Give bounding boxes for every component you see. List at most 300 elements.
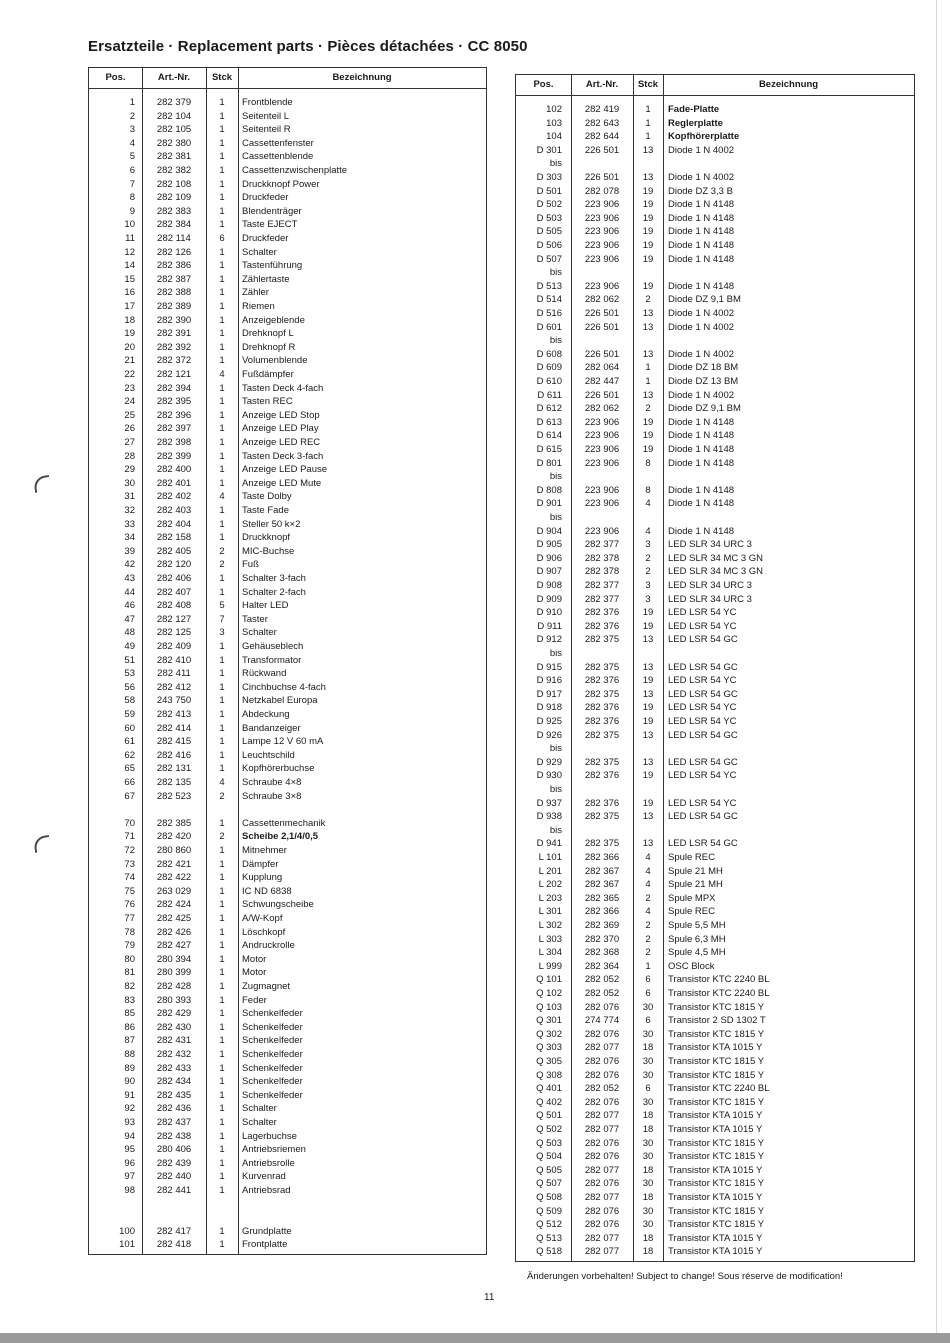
table-row	[516, 742, 914, 756]
cell-desc: Transistor KTC 1815 Y	[668, 1096, 765, 1108]
cell-art: 282 367	[584, 879, 620, 891]
table-row	[516, 1137, 914, 1151]
cell-art: 282 076	[584, 1137, 620, 1149]
table-row	[89, 735, 486, 749]
header-art: Art.-Nr.	[585, 79, 619, 90]
table-row	[89, 939, 486, 953]
cell-art: 282 076	[584, 1001, 620, 1013]
cell-pos: 91	[124, 1089, 135, 1101]
cell-qty: 19	[642, 702, 654, 714]
table-row	[89, 885, 486, 899]
table-row	[516, 1177, 914, 1191]
cell-pos: 101	[119, 1239, 135, 1251]
cell-desc: Reglerplatte	[668, 117, 723, 129]
cell-pos: D 513	[536, 280, 562, 292]
table-row	[516, 157, 914, 171]
cell-art: 282 418	[156, 1239, 192, 1251]
cell-qty: 18	[642, 1110, 654, 1122]
cell-pos: 60	[124, 722, 135, 734]
cell-art: 282 367	[584, 865, 620, 877]
cell-pos: 88	[124, 1049, 135, 1060]
cell-desc: LED LSR 54 YC	[668, 716, 737, 727]
table-row	[516, 239, 914, 253]
cell-art: 282 437	[156, 1117, 192, 1128]
cell-desc: Motor	[242, 953, 267, 965]
cell-desc: Antriebsrolle	[242, 1157, 295, 1169]
cell-art: 282 414	[156, 722, 192, 734]
table-row	[89, 1225, 486, 1239]
cell-desc: Diode 1 N 4148	[668, 212, 735, 224]
cell-pos: 23	[124, 382, 135, 394]
cell-qty: 2	[645, 933, 651, 945]
cell-pos: 72	[124, 845, 135, 856]
cell-pos: D 929	[536, 756, 562, 768]
cell-art: 282 409	[156, 641, 192, 652]
cell-qty: 1	[219, 409, 225, 421]
table-row	[516, 293, 914, 307]
table-row	[516, 525, 914, 539]
cell-desc: Spule 21 MH	[668, 879, 723, 891]
table-row	[516, 633, 914, 647]
table-row	[516, 511, 914, 525]
cell-pos: 81	[124, 967, 135, 979]
cell-qty: 1	[219, 573, 225, 584]
cell-pos: 39	[124, 545, 135, 557]
cell-art: 282 370	[584, 933, 620, 945]
cell-art: 226 501	[584, 172, 620, 183]
cell-pos: 11	[125, 233, 135, 244]
cell-desc: Tastenführung	[242, 260, 303, 272]
cell-art: 282 062	[584, 403, 620, 415]
cell-qty: 1	[645, 131, 651, 143]
cell-qty: 30	[642, 1096, 654, 1108]
cell-art: 282 076	[584, 1096, 620, 1108]
cell-pos: 33	[124, 518, 135, 530]
cell-pos: 24	[124, 396, 135, 408]
cell-qty: 4	[645, 852, 651, 863]
cell-art: 282 432	[156, 1049, 192, 1060]
cell-qty: 1	[219, 1157, 225, 1169]
table-row	[516, 1191, 914, 1205]
cell-pos: 78	[124, 926, 135, 938]
cell-pos: 90	[124, 1076, 135, 1088]
cell-qty: 1	[219, 396, 225, 408]
table-row	[516, 756, 914, 770]
cell-qty: 1	[219, 681, 225, 693]
cell-art: 282 391	[156, 328, 192, 340]
cell-pos: bis	[549, 471, 562, 483]
cell-desc: Schalter	[242, 1117, 277, 1128]
cell-qty: 18	[642, 1042, 654, 1054]
cell-pos: D 611	[537, 389, 562, 401]
table-row	[516, 389, 914, 403]
cell-qty: 1	[219, 192, 225, 204]
cell-art: 282 428	[156, 981, 192, 992]
table-row	[516, 729, 914, 743]
cell-pos: Q 503	[536, 1137, 562, 1149]
cell-desc: Spule 5,5 MH	[668, 920, 726, 931]
cell-pos: D 907	[536, 566, 562, 578]
table-row	[516, 375, 914, 389]
cell-art: 282 430	[156, 1021, 192, 1033]
cell-desc: Seitenteil L	[242, 110, 290, 122]
cell-pos: 80	[124, 953, 135, 965]
cell-desc: Schalter 3-fach	[242, 573, 306, 584]
cell-pos: 104	[546, 131, 562, 143]
table-row	[89, 626, 486, 640]
table-row	[89, 1075, 486, 1089]
cell-art: 282 372	[156, 355, 192, 367]
cell-qty: 4	[645, 525, 651, 537]
table-row	[89, 694, 486, 708]
cell-qty: 19	[642, 675, 654, 687]
cell-art: 282 401	[156, 477, 192, 489]
cell-desc: Anzeige LED Mute	[242, 477, 322, 489]
cell-art: 223 906	[584, 226, 620, 238]
cell-desc: Netzkabel Europa	[242, 695, 318, 707]
cell-art: 282 076	[584, 1056, 620, 1067]
cell-pos: 56	[124, 681, 135, 693]
cell-desc: Grundplatte	[242, 1225, 292, 1237]
cell-desc: Transistor KTC 1815 Y	[668, 1178, 765, 1190]
table-row	[516, 1082, 914, 1096]
table-row	[516, 334, 914, 348]
cell-art: 282 078	[584, 185, 620, 197]
cell-desc: Feder	[242, 994, 267, 1006]
cell-pos: 21	[124, 355, 135, 367]
table-row	[89, 926, 486, 940]
table-row	[89, 994, 486, 1008]
table-row	[516, 130, 914, 144]
table-row	[516, 1164, 914, 1178]
cell-desc: Schenkelfeder	[242, 1008, 303, 1020]
table-row	[516, 715, 914, 729]
table-row	[516, 647, 914, 661]
cell-qty: 1	[219, 1225, 225, 1237]
cell-art: 282 366	[584, 852, 620, 863]
cell-pos: bis	[549, 335, 562, 347]
cell-pos: D 505	[536, 226, 562, 238]
table-row	[89, 586, 486, 600]
cell-desc: Diode 1 N 4148	[668, 280, 735, 292]
cell-desc: Steller 50 k×2	[242, 518, 301, 530]
table-row	[89, 164, 486, 178]
cell-qty: 13	[642, 729, 654, 741]
cell-art: 282 052	[584, 974, 620, 986]
cell-desc: Spule 4,5 MH	[668, 947, 726, 959]
table-row	[89, 178, 486, 192]
cell-qty: 19	[642, 185, 654, 197]
cell-pos: D 918	[536, 702, 562, 714]
table-row	[89, 898, 486, 912]
cell-qty: 1	[219, 817, 225, 829]
cell-qty: 13	[642, 144, 654, 156]
cell-qty: 1	[219, 382, 225, 394]
cell-art: 282 076	[584, 1028, 620, 1040]
cell-pos: 87	[124, 1035, 135, 1047]
cell-art: 282 077	[584, 1246, 620, 1258]
cell-pos: 66	[124, 777, 135, 788]
cell-art: 282 383	[156, 205, 192, 217]
cell-desc: Schalter	[242, 1103, 277, 1115]
header-qty: Stck	[211, 72, 233, 83]
cell-desc: Cassettenzwischenplatte	[242, 165, 348, 176]
cell-desc: Cassettenmechanik	[242, 817, 326, 829]
cell-pos: Q 402	[536, 1096, 562, 1108]
table-row	[516, 987, 914, 1001]
cell-pos: 58	[124, 695, 135, 707]
cell-desc: Diode 1 N 4148	[668, 457, 735, 469]
cell-desc: Diode 1 N 4148	[668, 484, 735, 496]
cell-art: 282 376	[584, 770, 620, 782]
cell-desc: Diode 1 N 4002	[668, 348, 735, 360]
cell-art: 282 405	[156, 545, 192, 557]
cell-art: 282 395	[156, 396, 192, 408]
punch-mark-icon	[33, 475, 51, 493]
cell-pos: D 613	[536, 416, 562, 428]
cell-qty: 1	[219, 450, 225, 462]
table-row	[89, 341, 486, 355]
cell-desc: Diode 1 N 4148	[668, 253, 735, 265]
table-row	[89, 953, 486, 967]
cell-art: 282 379	[156, 97, 192, 108]
header-desc: Bezeichnung	[758, 79, 819, 90]
table-row	[516, 538, 914, 552]
table-row	[89, 640, 486, 654]
cell-art: 282 064	[584, 362, 620, 374]
cell-art: 282 398	[156, 437, 192, 448]
table-row	[516, 552, 914, 566]
cell-qty: 1	[219, 668, 225, 680]
cell-pos: D 925	[536, 716, 562, 727]
table-row	[516, 1001, 914, 1015]
table-row	[516, 1245, 914, 1259]
cell-desc: Schraube 3×8	[242, 790, 302, 802]
cell-desc: Schenkelfeder	[242, 1089, 303, 1101]
cell-pos: 9	[129, 205, 135, 217]
cell-qty: 18	[642, 1232, 654, 1244]
cell-qty: 1	[219, 1171, 225, 1183]
cell-qty: 19	[642, 797, 654, 809]
cell-qty: 1	[219, 518, 225, 530]
cell-desc: Kopfhörerplatte	[668, 131, 740, 143]
table-row	[89, 708, 486, 722]
table-row	[89, 110, 486, 124]
cell-qty: 8	[645, 457, 651, 469]
cell-desc: Cassettenblende	[242, 151, 314, 163]
table-row	[89, 1198, 486, 1212]
cell-desc: Transistor KTC 2240 BL	[668, 974, 770, 986]
table-row	[516, 1123, 914, 1137]
table-row	[89, 613, 486, 627]
cell-qty: 1	[219, 709, 225, 720]
cell-art: 280 406	[156, 1144, 192, 1156]
header-pos: Pos.	[105, 72, 126, 83]
cell-qty: 19	[642, 253, 654, 265]
cell-art: 282 377	[584, 580, 620, 591]
cell-pos: bis	[549, 267, 562, 279]
table-row	[516, 797, 914, 811]
cell-pos: 49	[124, 641, 135, 652]
cell-art: 282 076	[584, 1219, 620, 1231]
table-row	[89, 830, 486, 844]
cell-qty: 1	[219, 110, 225, 122]
cell-desc: Diode DZ 3,3 B	[668, 185, 733, 197]
table-row	[516, 198, 914, 212]
cell-desc: Fußdämpfer	[242, 369, 294, 380]
cell-art: 282 127	[156, 613, 192, 625]
table-row	[89, 1089, 486, 1103]
cell-qty: 3	[645, 593, 651, 605]
cell-pos: 29	[124, 464, 135, 476]
table-row	[89, 1184, 486, 1198]
cell-art: 282 441	[156, 1185, 192, 1196]
cell-qty: 19	[642, 226, 654, 238]
table-row	[516, 429, 914, 443]
cell-pos: Q 401	[536, 1083, 562, 1095]
cell-desc: Diode DZ 9,1 BM	[668, 294, 741, 306]
table-row	[89, 572, 486, 586]
cell-art: 282 378	[584, 552, 620, 564]
table-row	[516, 171, 914, 185]
table-row	[516, 593, 914, 607]
table-row	[516, 878, 914, 892]
cell-pos: D 610	[536, 376, 562, 387]
cell-pos: Q 518	[536, 1246, 562, 1258]
table-row	[89, 1157, 486, 1171]
cell-art: 282 408	[156, 600, 192, 612]
table-row	[516, 321, 914, 335]
cell-art: 282 407	[156, 586, 192, 598]
table-row	[516, 946, 914, 960]
cell-qty: 30	[642, 1137, 654, 1149]
table-row	[516, 1096, 914, 1110]
cell-art: 282 368	[584, 947, 620, 959]
cell-pos: 94	[124, 1130, 135, 1142]
cell-art: 282 431	[156, 1035, 192, 1047]
cell-qty: 6	[645, 1015, 651, 1027]
table-row	[89, 259, 486, 273]
cell-art: 282 375	[584, 688, 620, 700]
cell-desc: Diode 1 N 4148	[668, 525, 735, 537]
cell-art: 282 385	[156, 817, 192, 829]
cell-pos: 74	[124, 872, 135, 884]
cell-desc: Transistor KTC 2240 BL	[668, 1083, 770, 1095]
cell-desc: Druckknopf	[242, 532, 291, 544]
table-row	[516, 470, 914, 484]
cell-qty: 18	[642, 1124, 654, 1135]
table-row	[516, 1069, 914, 1083]
cell-pos: 18	[124, 314, 135, 326]
table-row	[516, 769, 914, 783]
table-row	[89, 749, 486, 763]
cell-art: 282 426	[156, 926, 192, 938]
cell-qty: 19	[642, 444, 654, 455]
cell-qty: 1	[219, 1035, 225, 1047]
cell-qty: 1	[645, 960, 651, 972]
cell-art: 282 076	[584, 1205, 620, 1217]
cell-qty: 1	[219, 1076, 225, 1088]
cell-art: 274 774	[584, 1015, 620, 1027]
cell-art: 282 376	[584, 797, 620, 809]
table-row	[89, 599, 486, 613]
cell-pos: 51	[124, 654, 135, 666]
cell-pos: D 938	[536, 811, 562, 823]
table-row	[89, 1048, 486, 1062]
table-row	[516, 865, 914, 879]
cell-art: 282 440	[156, 1171, 192, 1183]
table-row	[89, 205, 486, 219]
cell-qty: 1	[219, 940, 225, 952]
cell-pos: 17	[124, 301, 135, 312]
table-row	[89, 436, 486, 450]
cell-pos: 1	[129, 97, 135, 108]
cell-desc: Schenkelfeder	[242, 1021, 303, 1033]
cell-qty: 1	[219, 1103, 225, 1115]
cell-art: 282 114	[157, 233, 191, 244]
cell-art: 226 501	[584, 389, 620, 401]
cell-qty: 19	[642, 280, 654, 292]
cell-qty: 1	[219, 722, 225, 734]
cell-pos: Q 103	[536, 1001, 562, 1013]
cell-qty: 19	[642, 716, 654, 727]
cell-pos: 95	[124, 1144, 135, 1156]
cell-desc: Diode 1 N 4148	[668, 416, 735, 428]
table-row	[89, 518, 486, 532]
cell-pos: 85	[124, 1008, 135, 1020]
table-row	[89, 545, 486, 559]
cell-desc: Taste Dolby	[242, 491, 292, 503]
cell-desc: Tasten REC	[242, 396, 293, 408]
cell-qty: 3	[645, 580, 651, 591]
table-row	[516, 905, 914, 919]
table-row	[89, 218, 486, 232]
cell-art: 282 411	[157, 668, 191, 680]
cell-desc: Diode DZ 18 BM	[668, 362, 739, 374]
cell-pos: Q 301	[536, 1015, 562, 1027]
cell-art: 226 501	[584, 348, 620, 360]
cell-desc: Schenkelfeder	[242, 1049, 303, 1060]
cell-art: 282 402	[156, 491, 192, 503]
cell-desc: LED LSR 54 YC	[668, 607, 737, 619]
cell-desc: Taster	[242, 613, 268, 625]
cell-art: 282 417	[156, 1225, 192, 1237]
cell-pos: Q 302	[536, 1028, 562, 1040]
cell-art: 282 104	[156, 110, 192, 122]
cell-pos: D 916	[536, 675, 562, 687]
cell-desc: Transistor KTA 1015 Y	[668, 1164, 763, 1176]
cell-art: 282 131	[156, 763, 192, 775]
table-row	[89, 382, 486, 396]
table-row	[89, 722, 486, 736]
cell-desc: Spule MPX	[668, 892, 716, 904]
table-row	[89, 844, 486, 858]
cell-art: 282 387	[156, 273, 192, 285]
cell-art: 282 378	[584, 566, 620, 578]
cell-desc: Taste Fade	[242, 505, 289, 516]
cell-desc: Transistor KTC 1815 Y	[668, 1028, 765, 1040]
table-row	[89, 858, 486, 872]
cell-qty: 6	[645, 1083, 651, 1095]
table-row	[89, 150, 486, 164]
cell-desc: Transistor KTA 1015 Y	[668, 1110, 763, 1122]
cell-qty: 13	[642, 661, 654, 673]
cell-art: 263 029	[156, 885, 192, 897]
table-row	[89, 1170, 486, 1184]
cell-pos: 4	[129, 137, 135, 149]
cell-pos: 70	[124, 817, 135, 829]
cell-desc: Schenkelfeder	[242, 1062, 303, 1074]
